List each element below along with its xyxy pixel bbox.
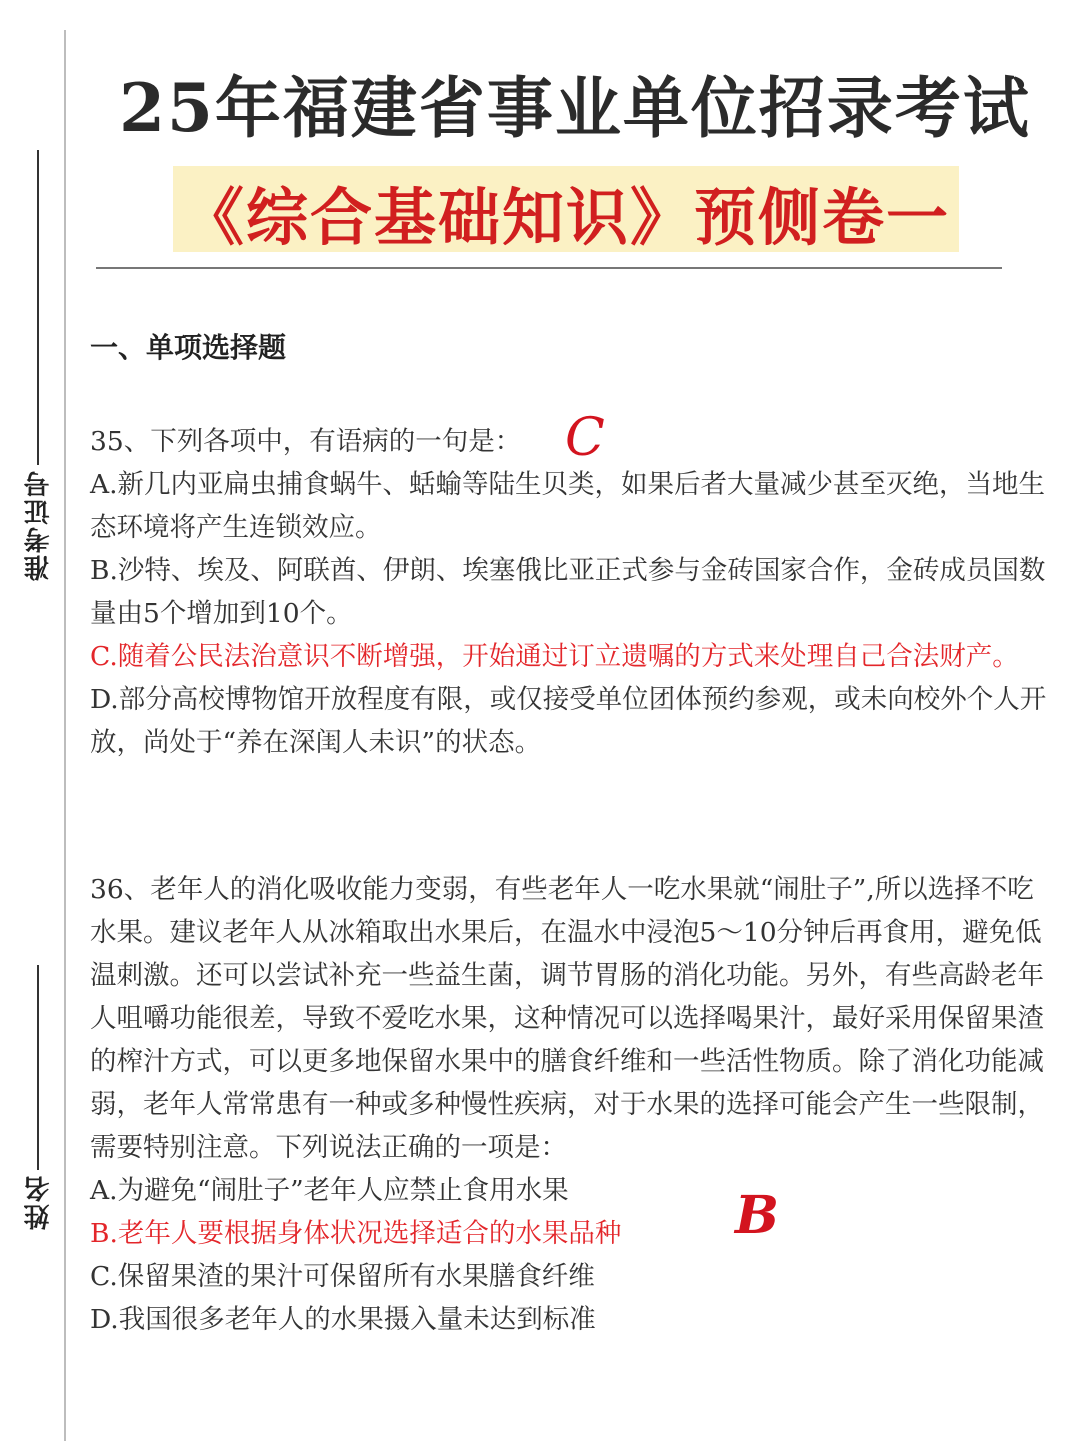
option-d: D.我国很多老年人的水果摄入量未达到标准 xyxy=(90,1304,596,1335)
section-title: 一、单项选择题 xyxy=(90,331,287,364)
page-subtitle: 《综合基础知识》预侧卷一 xyxy=(181,181,950,254)
name-underline xyxy=(38,965,40,1170)
option-c: C.保留果渣的果汁可保留所有水果膳食纤维 xyxy=(90,1261,595,1292)
option-b-correct: B.老年人要根据身体状况选择适合的水果品种 xyxy=(90,1218,622,1249)
question-stem: 35、下列各项中，有语病的一句是： xyxy=(90,426,522,457)
exam-id-field xyxy=(20,150,57,581)
exam-id-underline xyxy=(38,150,40,465)
option-a: A.新几内亚扁虫捕食蜗牛、蛞蝓等陆生贝类，如果后者大量减少甚至灭绝，当地生态环境将产生连锁效应。 xyxy=(90,469,1046,543)
name-field xyxy=(20,965,57,1230)
option-c-correct: C.随着公民法治意识不断增强，开始通过订立遗嘱的方式来处理自己合法财产。 xyxy=(90,641,1019,672)
answer-mark-35: C xyxy=(565,408,605,468)
question-stem: 36、老年人的消化吸收能力变弱，有些老年人一吃水果就“闹肚子”,所以选择不吃水果。建议老年人从冰箱取出水果后，在温水中浸泡5～10分钟后再食用，避免低温刺激。还可以尝试补充一些益生菌，调节胃肠的消化功能。另外，有些高龄老年人咀嚼功能很差，导致不爱吃水果，这种情况可以选择喝果汁，最好采用保留果渣的榨汁方式，可以更多地保留水果中的膳食纤维和一些活性物质。除了消化功能减弱，老年人常常患有一种或多种慢性疾病，对于水果的选择可能会产生一些限制，需要特别注意。下列说法正确的一项是： xyxy=(90,874,1044,1163)
option-d: D.部分高校博物馆开放程度有限，或仅接受单位团体预约参观，或未向校外个人开放，尚处于“养在深闺人未识”的状态。 xyxy=(90,684,1047,758)
option-b: B.沙特、埃及、阿联酋、伊朗、埃塞俄比亚正式参与金砖国家合作，金砖成员国数量由5个增加到10个。 xyxy=(90,555,1046,629)
title-divider xyxy=(96,267,1002,269)
option-a: A.为避免“闹肚子”老年人应禁止食用水果 xyxy=(90,1175,569,1206)
page-title: 25年福建省事业单位招录考试 xyxy=(119,69,1031,147)
exam-id-label: 准考证号 xyxy=(24,469,54,581)
answer-mark-36: B xyxy=(735,1185,779,1246)
question-35 xyxy=(90,420,1050,764)
margin-line xyxy=(64,30,66,1441)
name-label: 姓名 xyxy=(24,1174,54,1230)
question-36 xyxy=(90,868,1050,1341)
